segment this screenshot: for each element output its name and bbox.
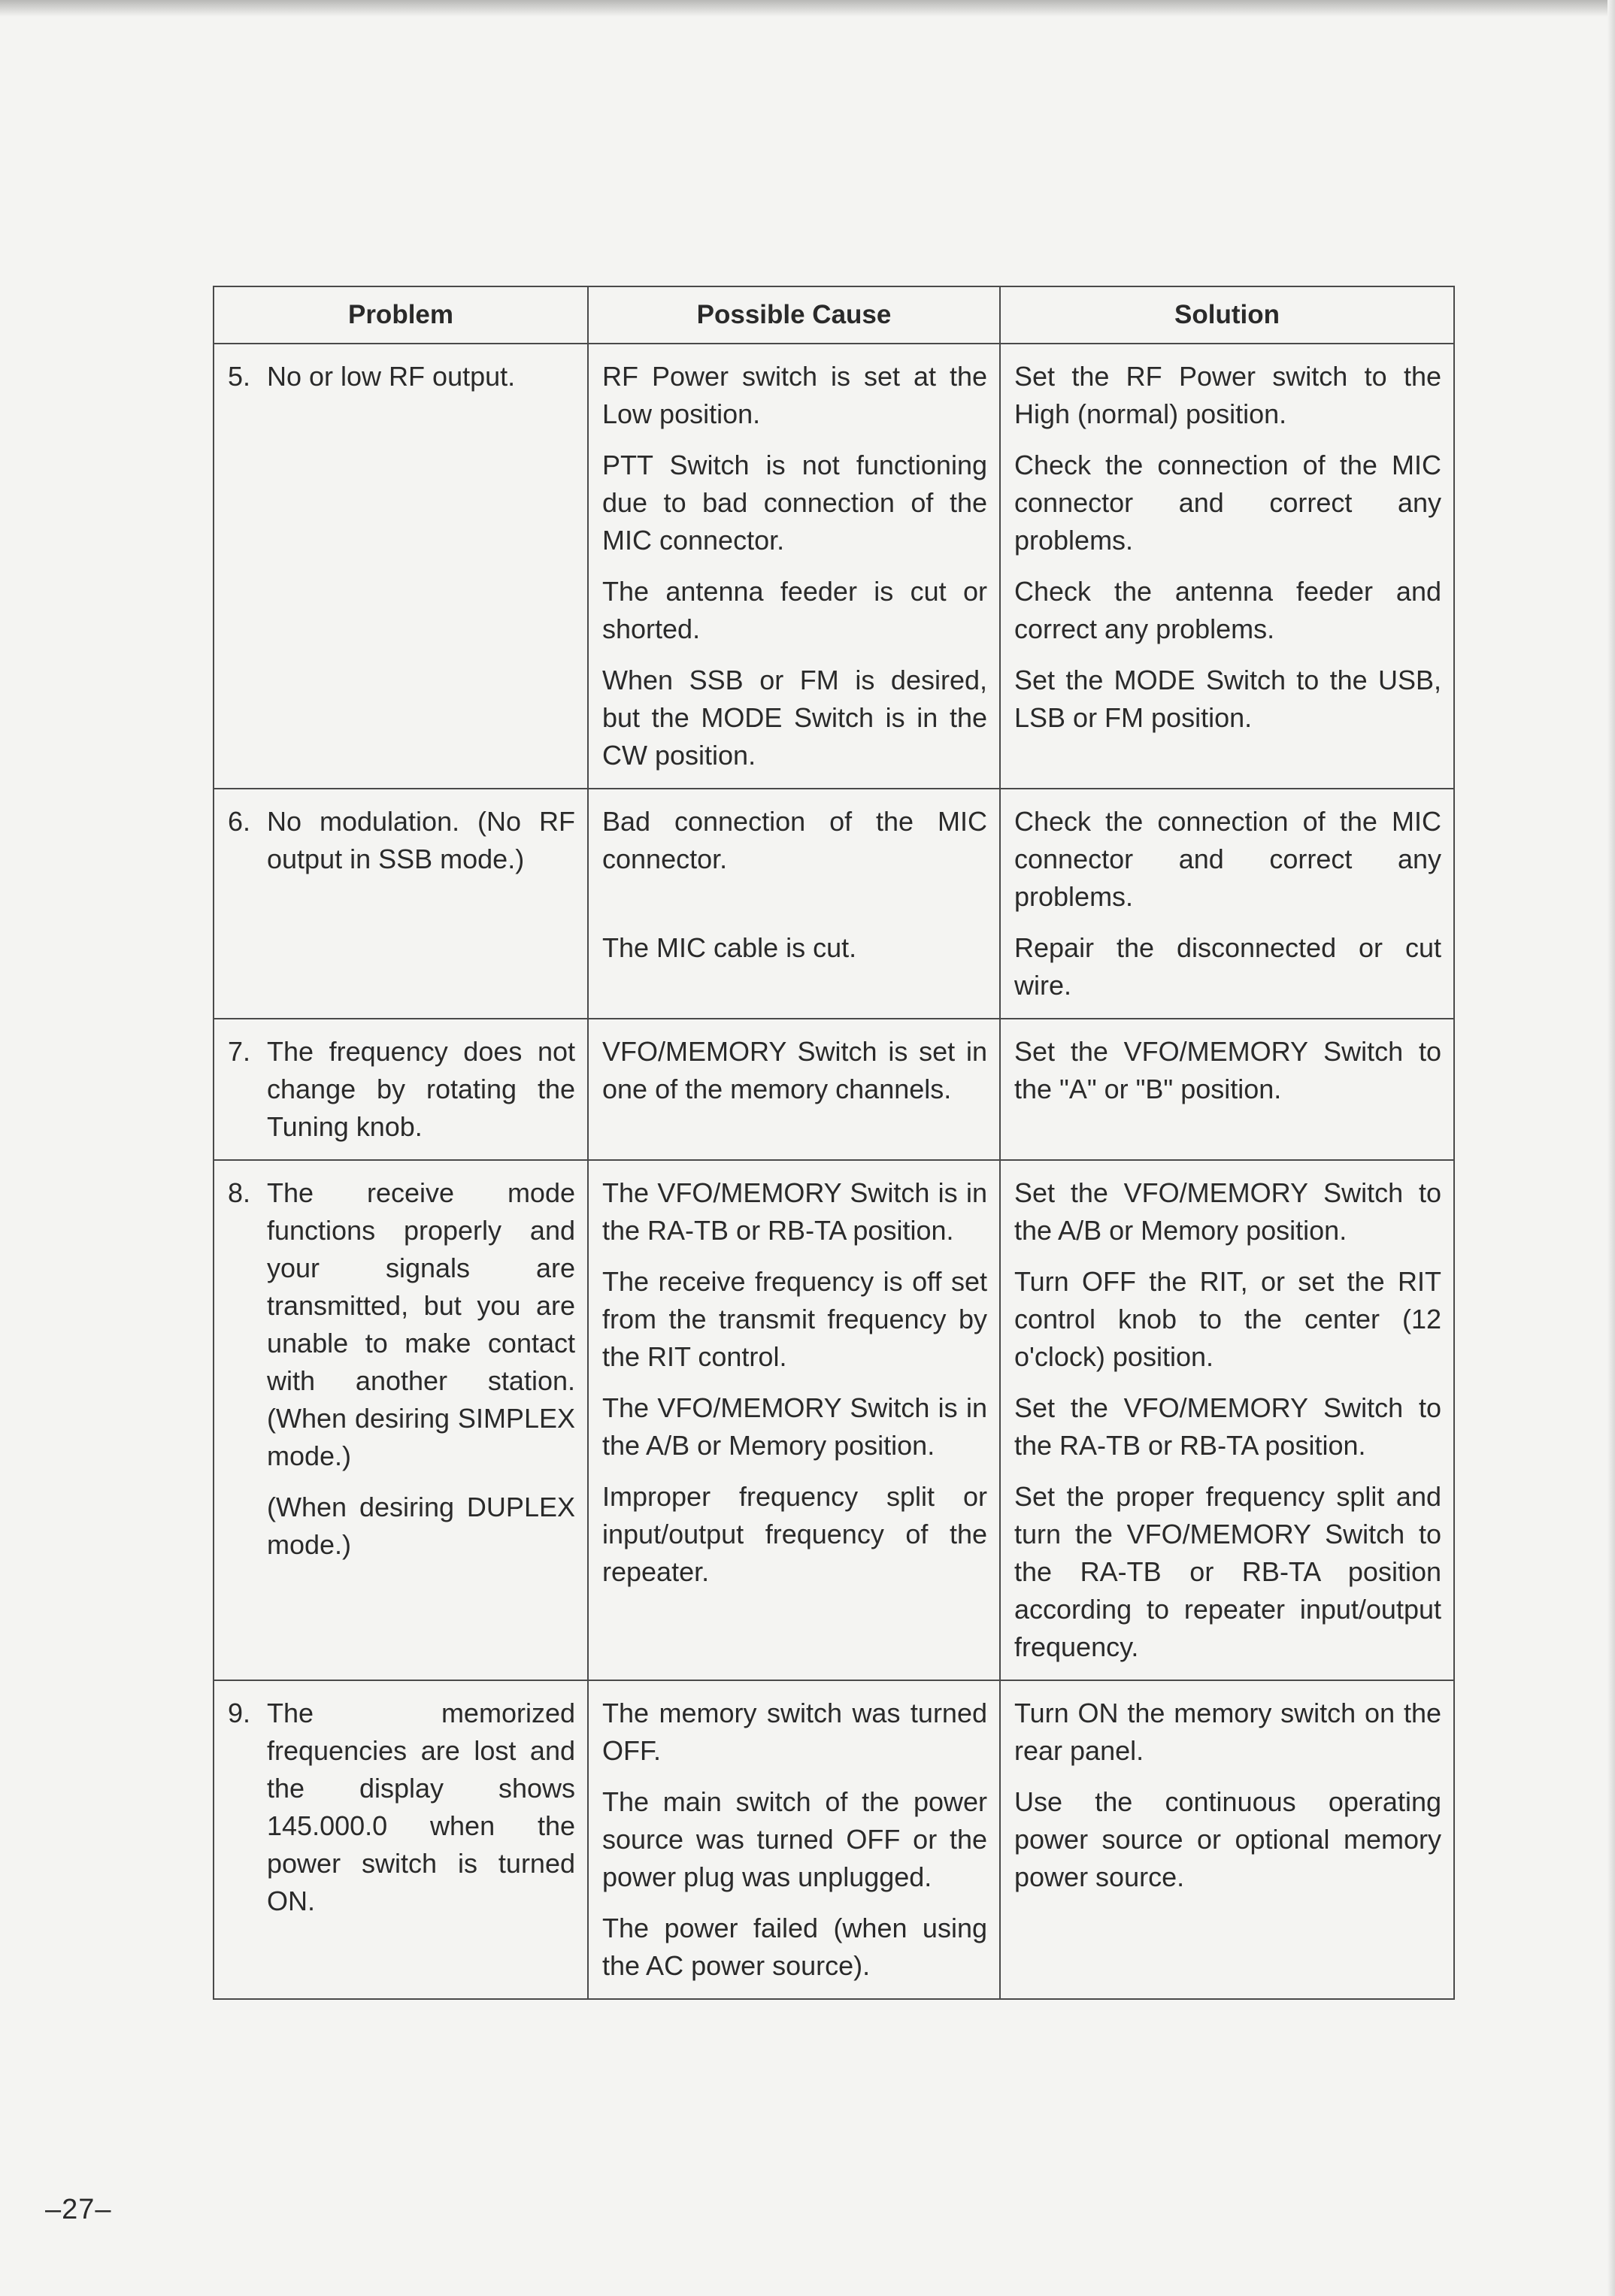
spacer bbox=[602, 892, 987, 929]
solution-item: Set the proper frequency split and turn the VFO/MEMORY Switch to the RA-TB or RB-TA position according to repeater input/output frequency. bbox=[1014, 1481, 1441, 1662]
table-header-row bbox=[214, 286, 1454, 344]
cause-cell bbox=[588, 1019, 1000, 1160]
cause-item: The main switch of the power source was turned OFF or the power plug was unplugged. bbox=[602, 1786, 987, 1892]
solution-item: Set the RF Power switch to the High (normal) position. bbox=[1014, 361, 1441, 429]
cause-item: The VFO/MEMORY Switch is in the RA-TB or RB-TA position. bbox=[602, 1177, 987, 1246]
problem-text: The receive mode functions properly and your signals are transmitted, but you are unable to make contact with another station. (When desiring SIMPLEX mode.) bbox=[267, 1177, 575, 1471]
solution-cell bbox=[1000, 1160, 1454, 1680]
solution-item: Use the continuous operating power source or optional memory power source. bbox=[1014, 1786, 1441, 1892]
problem-number: 7. bbox=[228, 1036, 251, 1067]
page-number: –27– bbox=[45, 2194, 112, 2225]
header-solution: Solution bbox=[1000, 286, 1454, 344]
problem-text: (When desiring DUPLEX mode.) bbox=[267, 1492, 575, 1560]
table-row bbox=[214, 1680, 1454, 1999]
table-row bbox=[214, 1019, 1454, 1160]
cause-item: The memory switch was turned OFF. bbox=[602, 1698, 987, 1766]
cause-item: The antenna feeder is cut or shorted. bbox=[602, 576, 987, 644]
solution-item: Set the MODE Switch to the USB, LSB or FM position. bbox=[1014, 665, 1441, 733]
solution-cell bbox=[1000, 1680, 1454, 1999]
problem-cell bbox=[214, 1680, 588, 1999]
solution-item: Check the connection of the MIC connector and correct any problems. bbox=[1014, 450, 1441, 556]
cause-item: Improper frequency split or input/output frequency of the repeater. bbox=[602, 1481, 987, 1587]
solution-cell bbox=[1000, 1019, 1454, 1160]
problem-cell bbox=[214, 1160, 588, 1680]
problem-number: 9. bbox=[228, 1698, 251, 1728]
header-problem: Problem bbox=[214, 286, 588, 344]
solution-item: Repair the disconnected or cut wire. bbox=[1014, 932, 1441, 1001]
cause-cell bbox=[588, 1160, 1000, 1680]
table-row bbox=[214, 1160, 1454, 1680]
problem-cell bbox=[214, 344, 588, 789]
problem-entry bbox=[228, 1489, 575, 1564]
solution-item: Check the antenna feeder and correct any problems. bbox=[1014, 576, 1441, 644]
cause-item: The receive frequency is off set from the transmit frequency by the RIT control. bbox=[602, 1266, 987, 1372]
problem-entry bbox=[228, 1174, 575, 1475]
cause-cell bbox=[588, 1680, 1000, 1999]
cause-item: The VFO/MEMORY Switch is in the A/B or Memory position. bbox=[602, 1392, 987, 1461]
cause-item: When SSB or FM is desired, but the MODE Switch is in the CW position. bbox=[602, 665, 987, 771]
solution-cell bbox=[1000, 344, 1454, 789]
problem-cell bbox=[214, 1019, 588, 1160]
problem-cell bbox=[214, 789, 588, 1019]
solution-item: Set the VFO/MEMORY Switch to the A/B or Memory position. bbox=[1014, 1177, 1441, 1246]
cause-cell bbox=[588, 344, 1000, 789]
cause-item: The power failed (when using the AC power source). bbox=[602, 1913, 987, 1981]
problem-entry bbox=[228, 1695, 575, 1920]
header-possible-cause: Possible Cause bbox=[588, 286, 1000, 344]
solution-item: Check the connection of the MIC connector and correct any problems. bbox=[1014, 806, 1441, 912]
problem-entry bbox=[228, 1033, 575, 1146]
scan-right-edge bbox=[1607, 0, 1615, 2296]
problem-entry bbox=[228, 358, 575, 395]
cause-cell bbox=[588, 789, 1000, 1019]
cause-item: Bad connection of the MIC connector. bbox=[602, 806, 987, 874]
solution-cell bbox=[1000, 789, 1454, 1019]
table-row bbox=[214, 344, 1454, 789]
problem-number: 5. bbox=[228, 361, 251, 392]
solution-item: Turn ON the memory switch on the rear panel. bbox=[1014, 1698, 1441, 1766]
problem-text: No modulation. (No RF output in SSB mode.) bbox=[267, 806, 575, 874]
table-row bbox=[214, 789, 1454, 1019]
problem-entry bbox=[228, 803, 575, 878]
cause-item: RF Power switch is set at the Low position. bbox=[602, 361, 987, 429]
problem-text: The frequency does not change by rotating the Tuning knob. bbox=[267, 1036, 575, 1142]
scan-top-edge bbox=[0, 0, 1615, 17]
problem-number: 6. bbox=[228, 806, 251, 837]
solution-item: Set the VFO/MEMORY Switch to the RA-TB or RB-TA position. bbox=[1014, 1392, 1441, 1461]
problem-number: 8. bbox=[228, 1177, 251, 1208]
cause-item: The MIC cable is cut. bbox=[602, 932, 857, 963]
problem-text: No or low RF output. bbox=[267, 361, 516, 392]
cause-item: PTT Switch is not functioning due to bad connection of the MIC connector. bbox=[602, 450, 987, 556]
cause-item: VFO/MEMORY Switch is set in one of the memory channels. bbox=[602, 1036, 987, 1104]
troubleshooting-table bbox=[213, 286, 1455, 2000]
problem-text: The memorized frequencies are lost and the display shows 145.000.0 when the power switch is turned ON. bbox=[267, 1698, 575, 1916]
solution-item: Set the VFO/MEMORY Switch to the "A" or "B" position. bbox=[1014, 1036, 1441, 1104]
solution-item: Turn OFF the RIT, or set the RIT control knob to the center (12 o'clock) position. bbox=[1014, 1266, 1441, 1372]
